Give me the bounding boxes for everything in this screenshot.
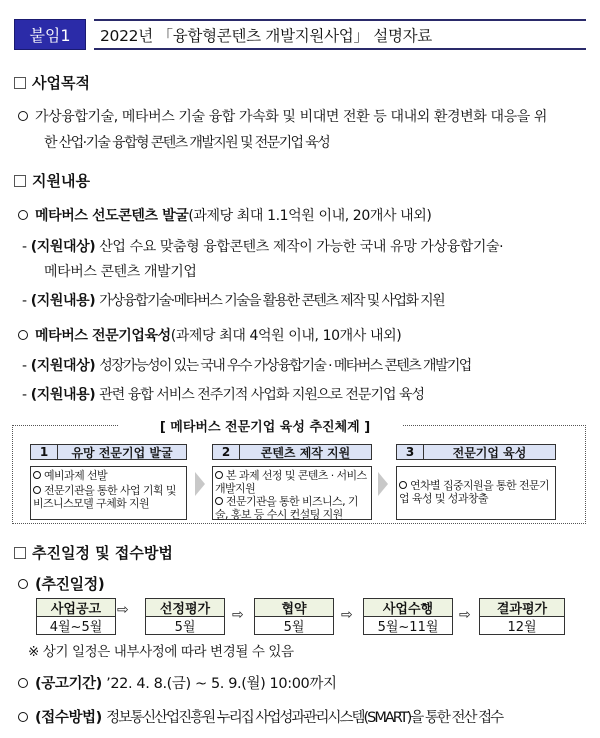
process-diagram-title: [ 메타버스 전문기업 육성 추진체계 ]	[159, 420, 371, 435]
step-item-text: 예비과제 선발	[44, 469, 108, 482]
step-item	[33, 469, 184, 482]
item1-title-text: 메타버스 선도콘텐츠 발굴	[35, 208, 189, 224]
schedule-stage-5	[479, 598, 565, 635]
stage-name: 협약	[255, 599, 333, 617]
section-heading-schedule	[14, 542, 173, 563]
support-item1-target-line2: 메타버스 콘텐츠 개발기업	[44, 264, 197, 280]
schedule-subheading	[18, 573, 104, 594]
support-item1-target: - (지원대상) 산업 수요 맞춤형 융합콘텐츠 제작이 가능한 국내 유망 가상융합기술·	[22, 239, 504, 255]
support-item2-target: - (지원대상) 성장가능성이 있는 국내 우수 가상융합기술 · 메타버스 콘텐츠 개발기업	[22, 358, 471, 374]
step-label: 유망 전문기업 발굴	[71, 445, 173, 460]
target-text: 산업 수요 맞춤형 융합콘텐츠 제작이 가능한 국내 유망 가상융합기술·	[99, 239, 504, 255]
target-label: (지원대상)	[30, 358, 96, 374]
attachment-badge: 붙임1	[14, 19, 86, 50]
schedule-arrow-icon: ⇨	[232, 607, 244, 623]
small-circle-bullet-icon	[33, 471, 41, 479]
step-item-text: 본 과제 선정 및 콘텐츠 · 서비스 개발지원	[215, 469, 367, 495]
purpose-text-1: 가상융합기술, 메타버스 기술 융합 가속화 및 비대면 전환 등 대내외 환경변화 대응을 위	[35, 109, 547, 125]
process-step-1-header	[30, 444, 187, 460]
period-text: ’22. 4. 8.(금) ~ 5. 9.(월) 10:00까지	[106, 676, 337, 692]
square-bullet-icon	[14, 77, 26, 89]
item2-title-text: 메타버스 전문기업육성	[35, 328, 171, 344]
target-label: (지원대상)	[30, 239, 96, 255]
announcement-period	[18, 672, 337, 693]
small-circle-bullet-icon	[33, 486, 41, 494]
content-text: 가상융합기술·메타버스 기술을 활용한 콘텐츠 제작 및 사업화 지원	[99, 293, 445, 309]
process-step-3-body	[396, 466, 556, 520]
content-label: (지원내용)	[30, 293, 96, 309]
content-text: 관련 융합 서비스 전주기적 사업화 지원으로 전문기업 육성	[99, 387, 424, 403]
step-item-text: 전문기관을 통한 비즈니스, 기술, 홍보 등 수시 컨설팅 지원	[215, 495, 358, 521]
content-label: (지원내용)	[30, 387, 96, 403]
method-label: (접수방법)	[35, 710, 102, 726]
support-item2-title	[18, 325, 401, 345]
support-item2-content: - (지원내용) 관련 융합 서비스 전주기적 사업화 지원으로 전문기업 육성	[22, 387, 424, 403]
step-item	[215, 495, 369, 521]
section-heading-purpose	[14, 72, 90, 93]
stage-name: 결과평가	[480, 599, 564, 617]
square-bullet-icon	[14, 547, 26, 559]
submission-method	[18, 706, 502, 727]
process-step-2-header	[212, 444, 372, 460]
circle-bullet-icon	[18, 210, 28, 220]
stage-period: 5월~11월	[377, 620, 439, 635]
section-heading-text: 추진일정 및 접수방법	[32, 544, 173, 562]
frame-top-right-border	[403, 425, 586, 426]
circle-bullet-icon	[18, 678, 28, 688]
section-heading-text: 지원내용	[32, 172, 90, 190]
step-item-text: 전문기관을 통한 사업 기획 및 비즈니스모델 구체화 지원	[33, 484, 176, 510]
schedule-arrow-icon: ⇨	[117, 602, 129, 618]
step-item	[33, 484, 184, 510]
schedule-note: ※ 상기 일정은 내부사정에 따라 변경될 수 있음	[28, 644, 294, 660]
stage-period: 5월	[283, 620, 305, 635]
section-heading-support	[14, 170, 90, 191]
item1-detail-text: (과제당 최대 1.1억원 이내, 20개사 내외)	[188, 208, 432, 224]
item2-detail-text: (과제당 최대 4억원 이내, 10개사 내외)	[170, 328, 402, 344]
small-circle-bullet-icon	[215, 497, 223, 505]
schedule-subheading-text: (추진일정)	[35, 575, 105, 593]
frame-top-left-border	[12, 425, 118, 426]
stage-period: 12월	[507, 620, 537, 635]
step-number: 3	[397, 445, 424, 459]
schedule-stage-4	[363, 598, 453, 635]
target-text: 성장가능성이 있는 국내 우수 가상융합기술 · 메타버스 콘텐츠 개발기업	[99, 358, 471, 374]
step-label: 전문기업 육성	[452, 445, 527, 460]
process-step-1-body	[30, 466, 187, 520]
process-step-2-body	[212, 466, 372, 520]
schedule-stage-2	[145, 598, 225, 635]
support-item1-title	[18, 205, 431, 225]
process-arrow-icon	[195, 472, 205, 496]
stage-period: 5월	[174, 620, 196, 635]
step-item	[215, 469, 369, 495]
step-item	[399, 479, 553, 505]
step-number: 2	[213, 445, 240, 459]
process-arrow-icon	[378, 472, 388, 496]
circle-bullet-icon	[18, 712, 28, 722]
schedule-arrow-icon: ⇨	[459, 607, 471, 623]
stage-name: 사업수행	[364, 599, 452, 617]
section-heading-text: 사업목적	[32, 74, 90, 92]
small-circle-bullet-icon	[399, 481, 407, 489]
schedule-stage-1	[36, 598, 116, 635]
stage-period: 4월~5월	[49, 620, 103, 635]
step-number: 1	[31, 445, 58, 459]
period-label: (공고기간)	[35, 676, 102, 692]
circle-bullet-icon	[18, 330, 28, 340]
document-title-text: 2022년 「융합형콘텐츠 개발지원사업」 설명자료	[100, 26, 432, 45]
document-title	[94, 19, 586, 50]
circle-bullet-icon	[18, 579, 28, 589]
square-bullet-icon	[14, 175, 26, 187]
purpose-bullet-line1	[18, 106, 547, 126]
schedule-stage-3	[254, 598, 334, 635]
method-text: 정보통신산업진흥원 누리집 사업성과관리시스템(SMART)을 통한 전산 접수	[106, 710, 503, 726]
small-circle-bullet-icon	[215, 471, 223, 479]
stage-name: 사업공고	[37, 599, 115, 617]
support-item1-content: - (지원내용) 가상융합기술·메타버스 기술을 활용한 콘텐츠 제작 및 사업화 지원	[22, 293, 445, 309]
purpose-bullet-line2: 한 산업·기술 융합형 콘텐츠 개발지원 및 전문기업 육성	[44, 135, 330, 151]
step-item-text: 연차별 집중지원을 통한 전문기업 육성 및 성과창출	[399, 479, 550, 505]
process-step-3-header	[396, 444, 556, 460]
stage-name: 선정평가	[146, 599, 224, 617]
step-label: 콘텐츠 제작 지원	[260, 445, 351, 460]
circle-bullet-icon	[18, 111, 28, 121]
schedule-arrow-icon: ⇨	[341, 607, 353, 623]
